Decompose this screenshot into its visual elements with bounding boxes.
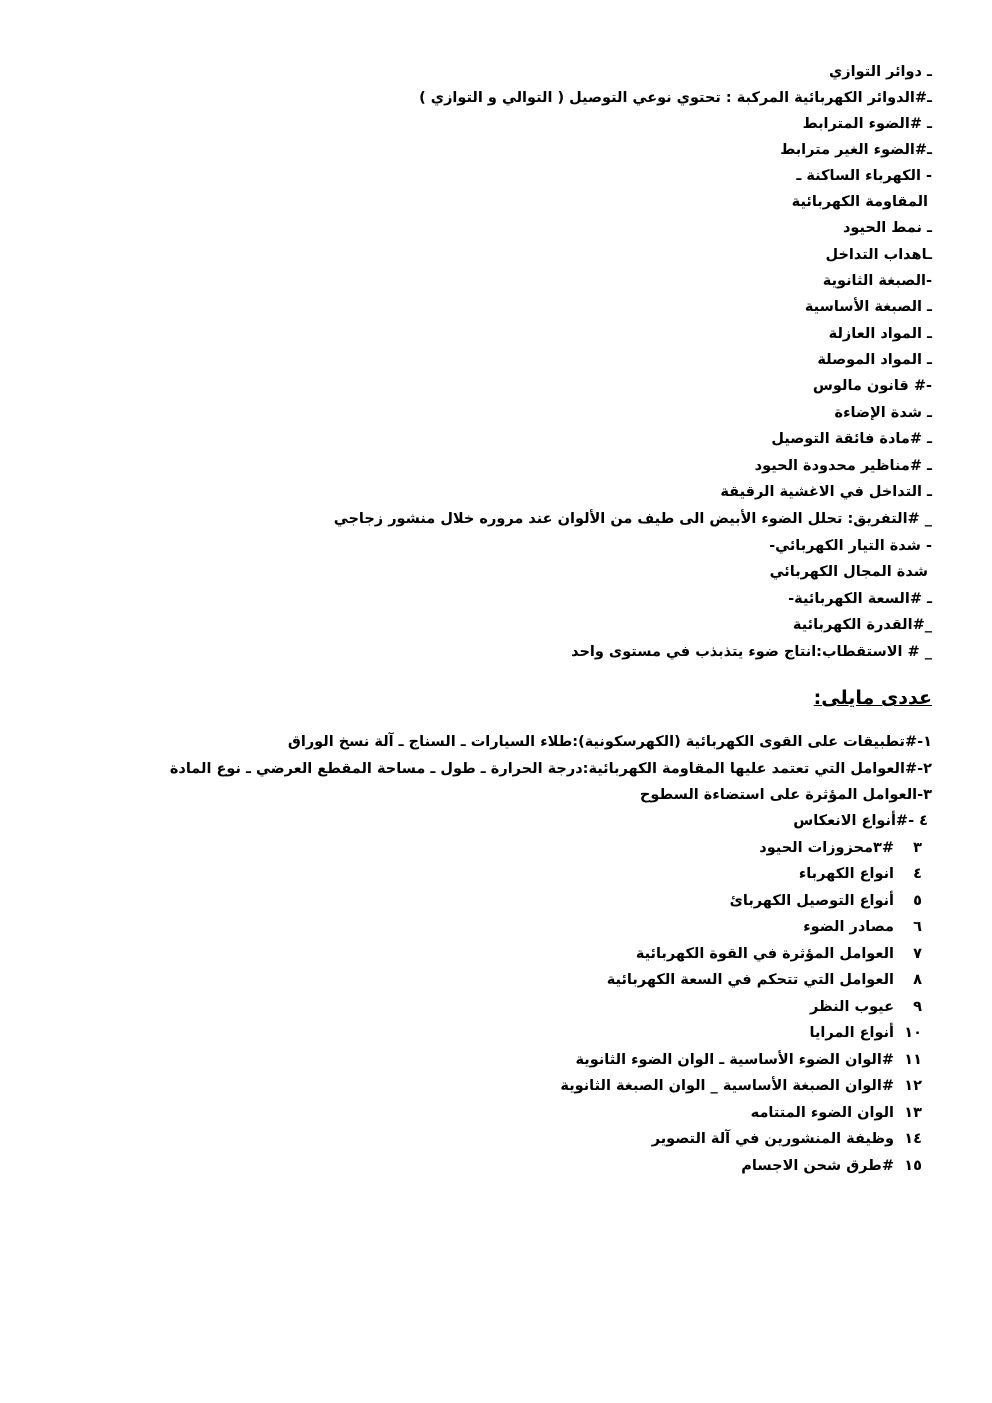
list-item-text: #الوان الضوء الأساسية ـ الوان الضوء الثانوية — [575, 1052, 894, 1068]
term-line: ـ الصبغة الأساسية — [804, 299, 932, 315]
enumeration-line: ٤ -#أنواع الانعكاس — [793, 813, 928, 829]
term-line: ـ نمط الحيود — [842, 220, 932, 236]
term-line: -الصبغة الثانوية — [822, 273, 932, 289]
list-number: ٨ — [913, 972, 922, 988]
term-line: _#القدرة الكهربائية — [792, 617, 932, 633]
term-line: ـ المواد الموصلة — [817, 352, 932, 368]
term-line: - الكهرباء الساكنة ـ — [796, 168, 932, 184]
list-item-text: مصادر الضوء — [803, 919, 894, 935]
list-number: ١١ — [904, 1052, 922, 1068]
enumeration-line: ٢-#العوامل التي تعتمد عليها المقاومة الكهربائية:درجة الحرارة ـ طول ـ مساحة المقطع العرضي ـ نوع المادة — [169, 761, 932, 777]
list-item-text: الوان الضوء المتتامه — [750, 1105, 894, 1121]
term-line: ـ #السعة الكهربائية- — [788, 591, 932, 607]
list-item-text: العوامل التي تتحكم في السعة الكهربائية — [606, 972, 894, 988]
enumeration-line: ١-#تطبيقات على القوى الكهربائية (الكهرسكونية):طلاء السيارات ـ السناج ـ آلة نسخ الوراق — [287, 734, 932, 750]
term-line: ـ دوائر التوازي — [829, 64, 932, 80]
term-line: ـ المواد العازلة — [828, 326, 932, 342]
list-item-text: #٣محزوزات الحيود — [759, 840, 894, 856]
list-number: ٤ — [913, 866, 922, 882]
list-number: ١٤ — [904, 1131, 922, 1147]
term-line: ـ#الضوء الغير مترابط — [780, 142, 932, 158]
list-item-text: عيوب النظر — [809, 999, 894, 1015]
list-number: ٣ — [913, 840, 922, 856]
term-line: ـ #الضوء المترابط — [802, 116, 932, 132]
list-number: ٦ — [913, 919, 922, 935]
list-number: ١٠ — [904, 1025, 922, 1041]
list-number: ٥ — [913, 893, 922, 909]
section-heading: عددى مايلى: — [813, 687, 932, 709]
list-number: ١٢ — [904, 1078, 922, 1094]
enumeration-line: ٣-العوامل المؤثرة على استضاءة السطوح — [639, 787, 932, 803]
list-item-text: أنواع المرايا — [809, 1025, 894, 1041]
term-line: ـاهداب التداخل — [825, 247, 932, 263]
term-line: -# قانون مالوس — [812, 378, 932, 394]
term-line: _ # الاستقطاب:انتاج ضوء يتذبذب في مستوى واحد — [571, 644, 932, 660]
term-line: _ #التفريق: تحلل الضوء الأبيض الى طيف من الألوان عند مروره خلال منشور زجاجي — [333, 511, 932, 527]
list-item-text: وظيفة المنشورين في آلة التصوير — [651, 1131, 894, 1147]
term-line: ـ #مناظير محدودة الحيود — [754, 458, 932, 474]
list-number: ٧ — [913, 946, 922, 962]
list-item-text: #طرق شحن الاجسام — [741, 1158, 894, 1174]
list-item-text: أنواع التوصيل الكهربائ — [729, 893, 894, 909]
term-line: شدة المجال الكهربائي — [769, 564, 928, 580]
term-line: ـ#الدوائر الكهربائية المركبة : تحتوي نوعي التوصيل ( التوالي و التوازي ) — [419, 90, 932, 106]
list-item-text: #الوان الصبغة الأساسية _ الوان الصبغة الثانوية — [560, 1078, 894, 1094]
term-line: المقاومة الكهربائية — [791, 194, 928, 210]
list-item-text: العوامل المؤثرة في القوة الكهربائية — [635, 946, 894, 962]
list-item-text: انواع الكهرباء — [798, 866, 894, 882]
term-line: - شدة التيار الكهربائي- — [769, 538, 932, 554]
term-line: ـ #مادة فائقة التوصيل — [771, 431, 932, 447]
term-line: ـ التداخل في الاغشية الرقيقة — [720, 484, 932, 500]
term-line: ـ شدة الإضاءة — [834, 405, 932, 421]
list-number: ١٣ — [904, 1105, 922, 1121]
list-number: ١٥ — [904, 1158, 922, 1174]
list-number: ٩ — [913, 999, 922, 1015]
